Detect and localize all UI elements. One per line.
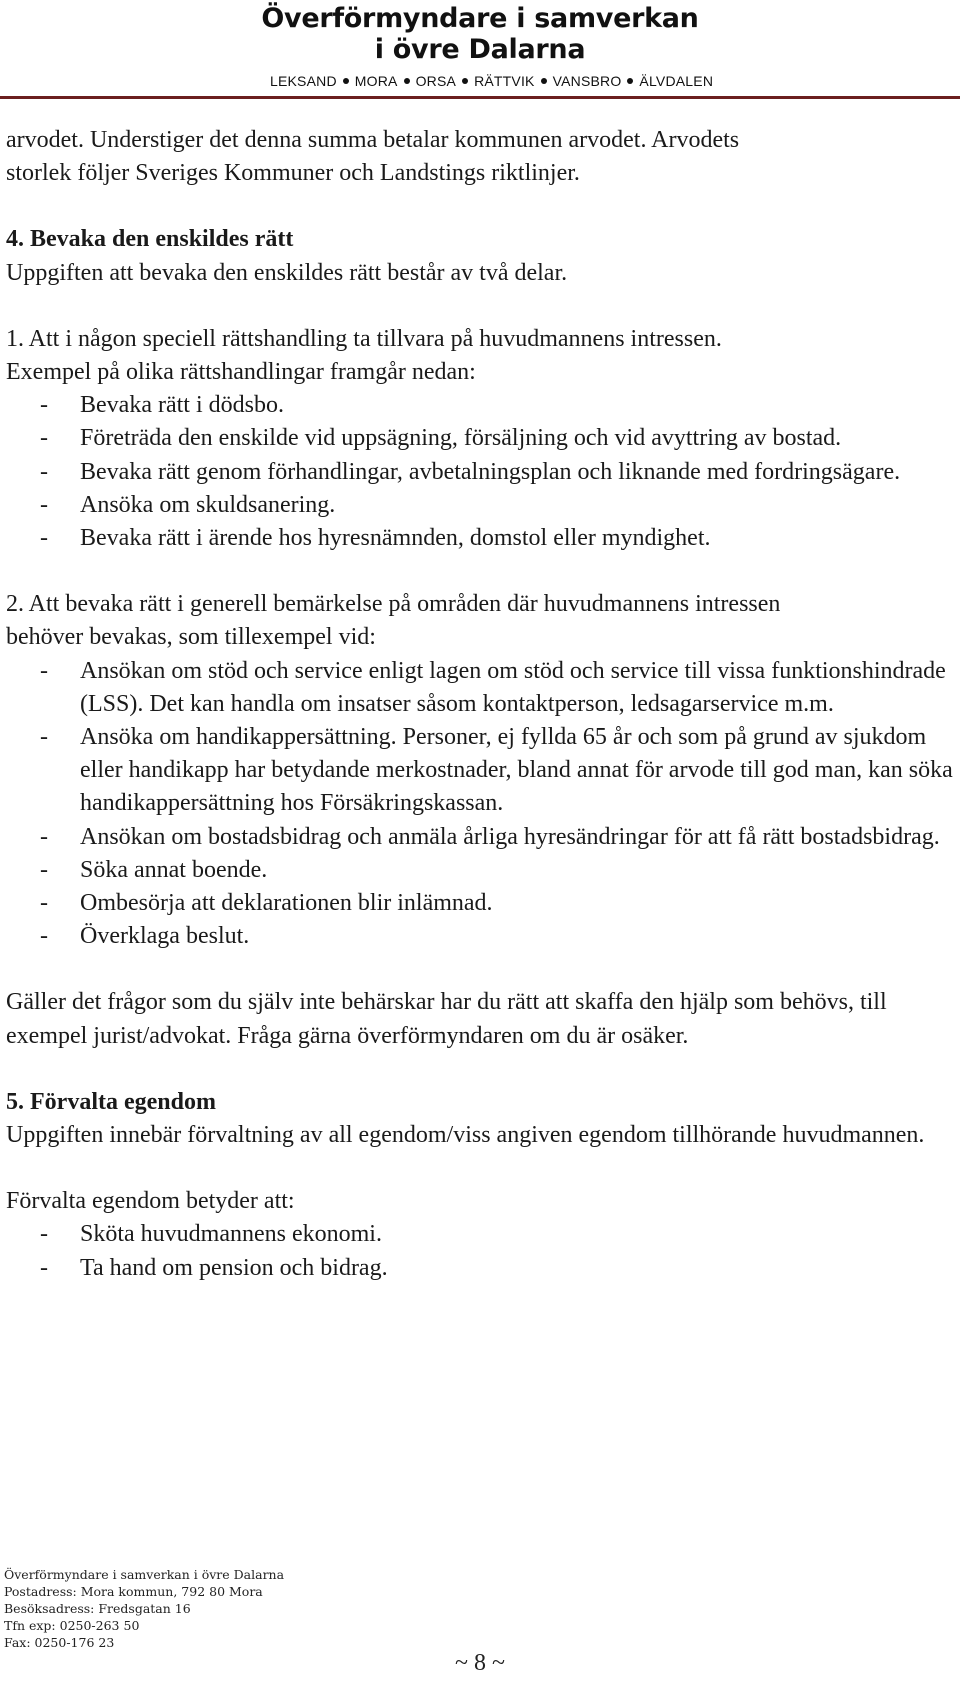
list-item: - Överklaga beslut. [40,923,250,950]
town-mora: MORA [354,73,398,89]
letterhead-towns [270,73,720,89]
bullet-dot-icon [627,78,633,84]
bullet-dot-icon [541,78,547,84]
letterhead [0,0,960,100]
section5-intro: Uppgiften innebär förvaltning av all egendom/viss angiven egendom tillhörande huvudmannen. [6,1122,925,1149]
town-alvdalen: ÄLVDALEN [639,73,714,89]
section5-heading: 5. Förvalta egendom [6,1088,216,1115]
list-item: - Bevaka rätt i dödsbo. [40,392,284,419]
footer-org: Överförmyndare i samverkan i övre Dalarna [4,1567,285,1582]
section4-intro: Uppgiften att bevaka den enskildes rätt består av två delar. [6,259,568,286]
footer-visit: Besöksadress: Fredsgatan 16 [4,1601,191,1616]
part2-line-2: behöver bevakas, som tillexempel vid: [6,624,376,651]
list-item: - Sköta huvudmannens ekonomi. [40,1221,382,1248]
list-item: - Bevaka rätt genom förhandlingar, avbetalningsplan och liknande med fordringsägare. [40,458,901,485]
header-divider [0,96,960,99]
list-item: - Ansöka om handikappersättning. Personer, ej fyllda 65 år och som på grund av sjukdom eller handikapp har betydande merkostnader, bland annat för arvode till god man, kan söka handikappersättning hos Försäkringskassan. [40,724,953,817]
town-vansbro: VANSBRO [552,73,622,89]
intro-line-1: arvodet. Understiger det denna summa betalar kommunen arvodet. Arvodets [6,127,740,153]
manage-list [6,1218,954,1284]
page-number: ~ 8 ~ [455,1650,505,1676]
part1-list [6,389,954,555]
letterhead-title-line1: Överförmyndare i samverkan [261,3,699,34]
bullet-dot-icon [343,78,349,84]
list-item: - Ansökan om stöd och service enligt lagen om stöd och service till vissa funktionshindrade (LSS). Det kan handla om insatser såsom kontaktperson, ledsagarservice m.m. [40,657,946,717]
part1-line-1: 1. Att i någon speciell rättshandling ta tillvara på huvudmannens intressen. [6,325,722,352]
section4-heading: 4. Bevaka den enskildes rätt [6,226,294,253]
list-item: - Ta hand om pension och bidrag. [40,1254,388,1281]
manage-intro: Förvalta egendom betyder att: [6,1188,295,1215]
list-item: - Ansökan om bostadsbidrag och anmäla årliga hyresändringar för att få rätt bostadsbidrag. [40,823,940,850]
list-item: - Företräda den enskilde vid uppsägning, försäljning och vid avyttring av bostad. [40,425,842,452]
advice-paragraph: Gäller det frågor som du själv inte behärskar har du rätt att skaffa den hjälp som behövs, till exempel jurist/advokat. Fråga gärna överförmyndaren om du är osäker. [6,989,887,1049]
footer-fax: Fax: 0250-176 23 [4,1635,115,1650]
part2-line-1: 2. Att bevaka rätt i generell bemärkelse på områden där huvudmannens intressen [6,591,781,618]
document-body [6,124,954,1285]
part1-line-2: Exempel på olika rättshandlingar framgår nedan: [6,359,476,386]
letterhead-title-line2: i övre Dalarna [374,34,586,65]
bullet-dot-icon [462,78,468,84]
town-leksand: LEKSAND [270,73,337,89]
list-item: - Ansöka om skuldsanering. [40,491,336,518]
list-item: - Bevaka rätt i ärende hos hyresnämnden, domstol eller myndighet. [40,525,711,552]
town-rattvik: RÄTTVIK [474,73,535,89]
intro-line-2: storlek följer Sveriges Kommuner och Landstings riktlinjer. [6,160,580,187]
list-item: - Ombesörja att deklarationen blir inlämnad. [40,890,493,917]
bullet-dot-icon [404,78,410,84]
footer-phone: Tfn exp: 0250-263 50 [4,1618,140,1633]
footer-postal: Postadress: Mora kommun, 792 80 Mora [4,1584,263,1599]
town-orsa: ORSA [415,73,457,89]
part2-list [6,655,954,954]
list-item: - Söka annat boende. [40,856,268,883]
footer-contact [4,1566,284,1651]
